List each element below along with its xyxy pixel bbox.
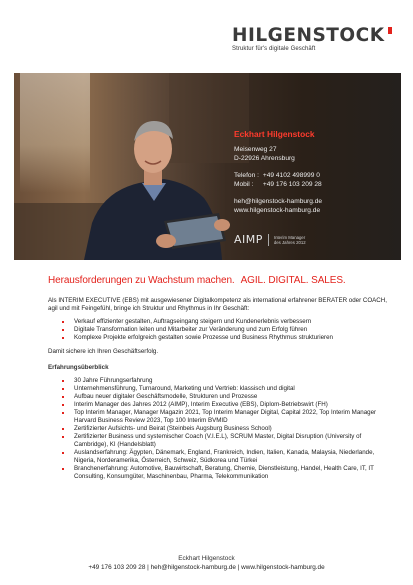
contact-city: D-22926 Ahrensburg (234, 155, 295, 162)
list-item: Zertifizierter Business und systemischer Coach (V.I.E.L), SCRUM Master, Digital Disruption (University of Cambridge), KI (Handelsblatt) (62, 433, 388, 449)
contact-phone-row (234, 171, 394, 180)
list-item: Top Interim Manager, Manager Magazin 2021, Top Interim Manager Digital, Capital 2022, Top Interim Manager Harvard Business Review 2023, Top 100 Interim BVMID (62, 409, 388, 425)
phone-label: Telefon : (234, 172, 259, 179)
list-item: Verkauf effizienter gestalten, Auftragseingang steigern und Kundenerlebnis verbessern (62, 318, 388, 326)
profile-body (48, 297, 388, 481)
page-footer (0, 555, 413, 572)
headline-left: Herausforderungen zu Wachstum machen. (48, 275, 235, 286)
mobile-value[interactable]: +49 176 103 209 28 (262, 181, 322, 188)
company-logo (232, 26, 392, 52)
list-item: Interim Manager des Jahres 2012 (AIMP), Interim Executive (EBS), Diplom-Betriebswirt (FH) (62, 401, 388, 409)
contact-name: Eckhart Hilgenstock (234, 129, 315, 139)
logo-tagline: Struktur für's digitale Geschäft (232, 46, 316, 52)
list-item: 30 Jahre Führungserfahrung (62, 377, 388, 385)
aimp-award-text (274, 235, 306, 245)
list-item: Komplexe Projekte erfolgreich gestalten sowie Prozesse und Business Rhythmus strukturieren (62, 334, 388, 342)
aimp-award-badge (234, 233, 306, 246)
intro-paragraph: Als INTERIM EXECUTIVE (EBS) mit ausgewiesener Digitalkompetenz als international erfahrener BERATER oder COACH, agil und mit Feingefühl, bringe ich Struktur und Rhythmus in Ihr Geschäft: (48, 297, 387, 312)
footer-contact-line: +49 176 103 209 28 | heh@hilgenstock-hamburg.de | www.hilgenstock-hamburg.de (88, 563, 325, 571)
contact-email-link[interactable]: heh@hilgenstock-hamburg.de (234, 198, 323, 205)
experience-heading: Erfahrungsüberblick (48, 364, 109, 371)
intro-bullet-list (62, 318, 388, 342)
aimp-line-1: Interim Manager (273, 234, 306, 240)
contact-street: Meisenweg 27 (234, 146, 277, 153)
list-item: Zertifizierter Aufsichts- und Beirat (Steinbeis Augsburg Business School) (62, 425, 388, 433)
aimp-logo: AIMP (234, 233, 263, 246)
contact-website-link[interactable]: www.hilgenstock-hamburg.de (234, 207, 321, 214)
list-item: Digitale Transformation leiten und Mitarbeiter zur Veränderung und zum Erfolg führen (62, 326, 388, 334)
aimp-line-2: des Jahres 2012 (273, 239, 306, 245)
list-item: Unternehmensführung, Turnaround, Marketing und Vertrieb: klassisch und digital (62, 385, 388, 393)
list-item: Auslandserfahrung: Ägypten, Dänemark, England, Frankreich, Indien, Italien, Kanada, Malaysia, Niederlande, Nigeria, Norderamerika, Österreich, Schweiz, Südkorea und Türkei (62, 449, 388, 465)
mobile-label: Mobil : (234, 181, 254, 188)
logo-wordmark: HILGENSTOCK (232, 25, 385, 46)
headline-right: AGIL. DIGITAL. SALES. (240, 275, 346, 286)
contact-mobile-row (234, 180, 394, 189)
list-item: Aufbau neuer digitaler Geschäftsmodelle, Strukturen und Prozesse (62, 393, 388, 401)
contact-block (234, 130, 394, 215)
logo-square-icon (388, 27, 392, 34)
closing-sentence: Damit sichere ich Ihren Geschäftserfolg. (48, 348, 159, 355)
phone-value[interactable]: +49 4102 498999 0 (262, 172, 320, 179)
list-item: Branchenerfahrung: Automotive, Bauwirtschaft, Beratung, Chemie, Dienstleistung, Handel, Health Care, IT, IT Consulting, Konsumgüter, Maschinenbau, Pharma, Telekommunikation (62, 465, 388, 481)
footer-name: Eckhart Hilgenstock (178, 555, 235, 562)
page-headline (48, 275, 346, 286)
experience-list (62, 377, 388, 481)
